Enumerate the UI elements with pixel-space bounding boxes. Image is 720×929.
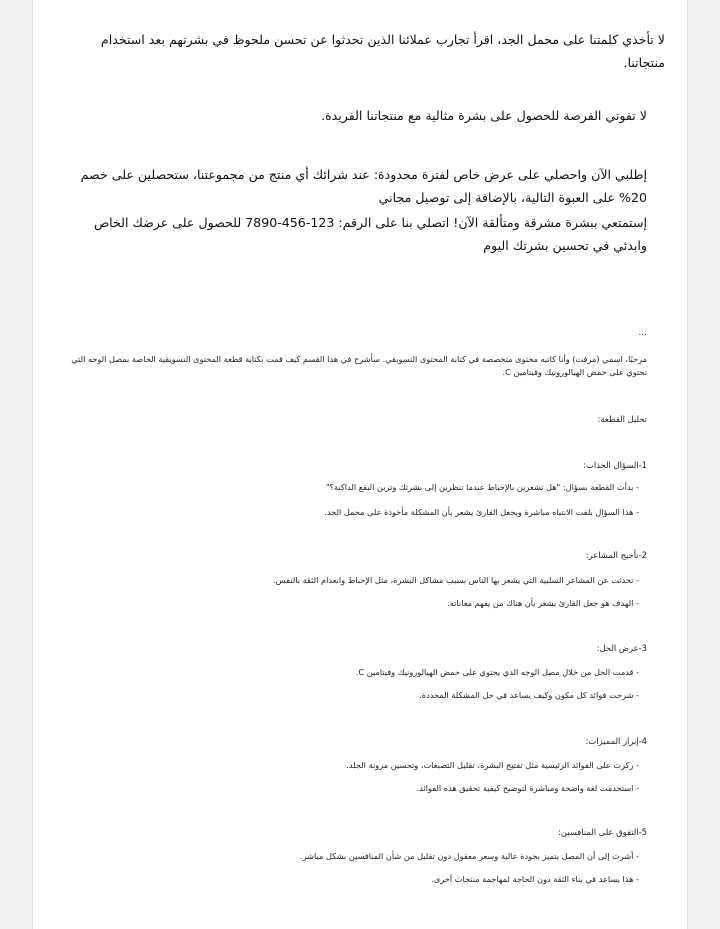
section-heading: 5-التفوق على المنافسين: bbox=[558, 827, 647, 837]
bullet-item: - الهدف هو جعل القارئ يشعر بأن هناك من يفهم معاناته. bbox=[447, 598, 639, 608]
paragraph-call-to-action: إستمتعي ببشرة مشرقة ومتألقة الآن! اتصلي بنا على الرقم: 123-456-7890 للحصول على عرضك الخاص وابدئي في تحسين بشرتك اليوم bbox=[93, 215, 647, 253]
bullet-item: - ركزت على الفوائد الرئيسية مثل تفتيح البشرة، تقليل التصبغات، وتحسين مرونة الجلد. bbox=[346, 760, 639, 770]
intro-paragraph: مرحبًا، اسمي (مرفت) وأنا كاتبه محتوى متخصصة في كتابة المحتوى التسويقي. سأشرح في هذا القسم كيف قمت بكتابة قطعة المحتوى التسويقية الخاصة بمصل الوجه التي تحتوي على حمض الهيالورونيك وفيتامين C. bbox=[71, 354, 647, 377]
bullet-item: - استخدمت لغة واضحة ومباشرة لتوضيح كيفية تحقيق هذه الفوائد. bbox=[416, 783, 639, 793]
paragraph-offer: إطلبي الآن واحصلي على عرض خاص لفترة محدودة: عند شرائك أي منتج من مجموعتنا، ستحصلين على خصم 20% على العبوة التالية، بالإضافة إلى توصيل مجاني bbox=[80, 167, 647, 205]
bullet-item: - تحدثت عن المشاعر السلبية التي يشعر بها الناس بسبب مشاكل البشرة، مثل الإحباط وانعدام الثقة بالنفس. bbox=[273, 575, 639, 585]
document-page bbox=[32, 0, 688, 929]
paragraph-opportunity: لا تفوتي الفرصة للحصول على بشرة مثالية مع منتجاتنا الفريدة. bbox=[321, 108, 647, 123]
section-heading: 3-عرض الحل: bbox=[596, 643, 647, 653]
paragraph-testimonials: لا تأخذي كلمتنا على محمل الجد، اقرأ تجارب عملائنا الذين تحدثوا عن تحسن ملحوظ في بشرتهم بعد استخدام منتجاتنا. bbox=[100, 32, 665, 70]
bullet-item: - بدأت القطعة بسؤال: "هل تشعرين بالإحباط عندما تنظرين إلى بشرتك وترين البقع الداكنة؟" bbox=[325, 482, 639, 492]
section-heading: 4-إبراز المميزات: bbox=[585, 736, 647, 746]
bullet-item: - قدمت الحل من خلال مصل الوجه الذي يحتوي على حمض الهيالورونيك وفيتامين C. bbox=[355, 667, 639, 677]
bullet-item: - هذا السؤال يلفت الانتباه مباشرة ويجعل القارئ يشعر بأن المشكلة مأخوذة على محمل الجد. bbox=[324, 507, 639, 517]
bullet-item: - أشرت إلى أن المصل يتميز بجودة عالية وسعر معقول دون تقليل من شأن المنافسين بشكل مباشر. bbox=[300, 851, 639, 861]
analysis-title: تحليل القطعة: bbox=[597, 414, 647, 424]
bullet-item: - هذا يساعد في بناء الثقة دون الحاجة لمهاجمة منتجات أخرى. bbox=[431, 874, 639, 884]
ellipsis: ... bbox=[638, 328, 647, 338]
section-heading: 2-تأجيج المشاعر: bbox=[585, 550, 647, 560]
bullet-item: - شرحت فوائد كل مكون وكيف يساعد في حل المشكلة المحددة. bbox=[419, 690, 639, 700]
section-heading: 1-السؤال الجذاب: bbox=[583, 460, 647, 470]
